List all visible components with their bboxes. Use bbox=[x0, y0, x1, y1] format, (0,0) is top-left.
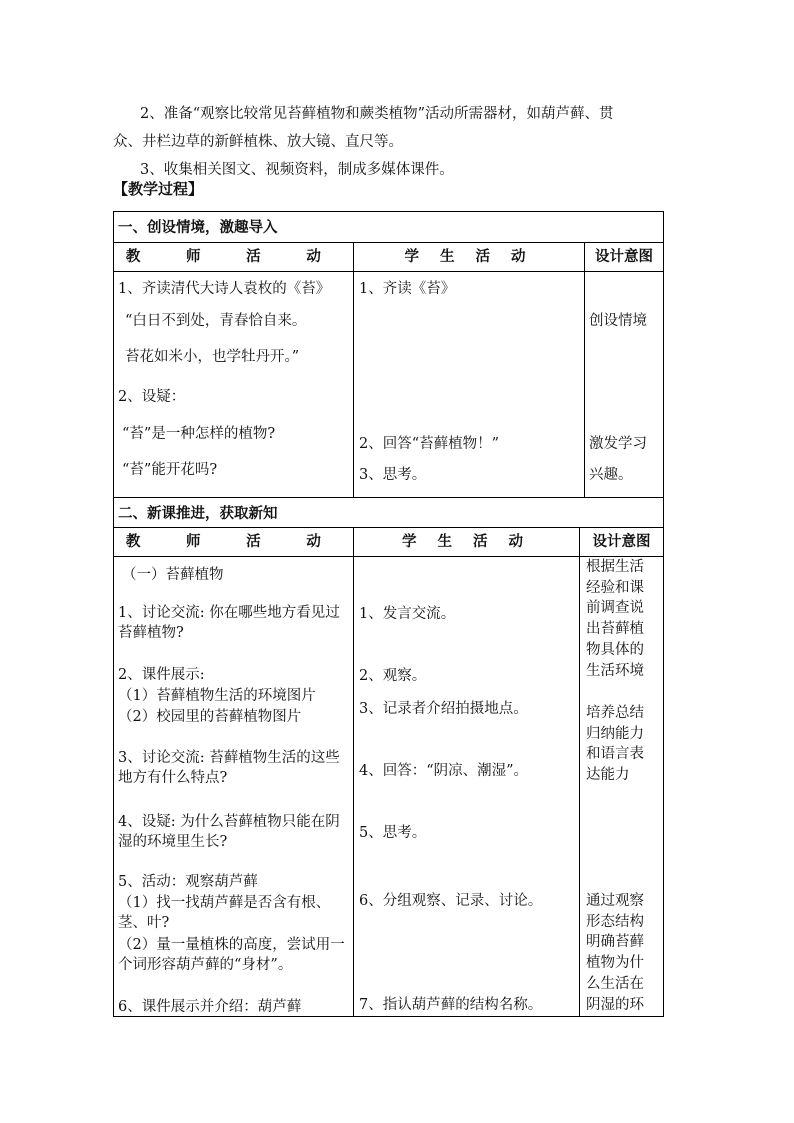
s2-teacher-item: （2）校园里的苔藓植物图片 bbox=[118, 709, 302, 725]
s2-student-item: 6、分组观察、记录、讨论。 bbox=[359, 893, 543, 909]
s2-teacher-item: （1）找一找葫芦藓是否含有根、茎、叶? bbox=[118, 895, 331, 931]
header-teacher: 教 师 活 动 bbox=[125, 249, 342, 265]
intro-paragraph-1-cont: 众、井栏边草的新鲜植株、放大镜、直尺等。 bbox=[113, 134, 403, 150]
s1-teacher-line: 2、设疑： bbox=[118, 389, 186, 405]
s2-teacher-item: 6、课件展示并介绍：葫芦藓 bbox=[118, 999, 302, 1015]
table-rule bbox=[113, 497, 664, 498]
intro-paragraph-2: 3、收集相关图文、视频资料，制成多媒体课件。 bbox=[140, 162, 454, 178]
s2-teacher-item: （2）量一量植株的高度，尝试用一个词形容葫芦藓的“身材”。 bbox=[118, 937, 345, 973]
s2-intent-item: 根据生活经验和课前调查说出苔藓植物具体的生活环境 bbox=[586, 559, 644, 679]
s1-teacher-line: 苔花如米小，也学牡丹开。” bbox=[125, 349, 300, 365]
header-intent: 设计意图 bbox=[595, 249, 653, 265]
table-col-divider bbox=[353, 527, 354, 1017]
s1-intent-line: 激发学习 bbox=[589, 436, 647, 452]
header-intent: 设计意图 bbox=[592, 534, 651, 550]
header-student: 学 生 活 动 bbox=[402, 534, 531, 550]
s2-student-item: 5、思考。 bbox=[359, 825, 427, 841]
s2-student-item: 2、观察。 bbox=[359, 668, 427, 684]
table-col-divider bbox=[579, 527, 580, 1017]
table-col-divider bbox=[584, 242, 585, 497]
s1-teacher-line: “白日不到处，青春恰自来。 bbox=[125, 313, 307, 329]
table-col-divider bbox=[353, 242, 354, 497]
s2-intent-item: 培养总结归纳能力和语言表达能力 bbox=[586, 705, 644, 784]
section-heading: 【教学过程】 bbox=[113, 180, 204, 198]
header-student: 学 生 活 动 bbox=[404, 249, 534, 265]
table-rule bbox=[113, 242, 664, 243]
table-border-right bbox=[663, 211, 664, 1017]
s2-intent-item: 通过观察形态结构明确苔藓植物为什么生活在阴湿的环 bbox=[586, 893, 644, 1013]
s1-intent-line: 创设情境 bbox=[589, 313, 647, 329]
s2-student-item: 3、记录者介绍拍摄地点。 bbox=[359, 701, 528, 717]
table-rule bbox=[113, 271, 664, 272]
s2-teacher-item: 3、讨论交流: 苔藓植物生活的这些地方有什么特点? bbox=[118, 750, 340, 786]
s2-teacher-item: 5、活动：观察葫芦藓 bbox=[118, 874, 258, 890]
table-rule bbox=[113, 527, 664, 528]
s1-student-line: 1、齐读《苔》 bbox=[359, 281, 456, 297]
s1-intent-line: 兴趣。 bbox=[589, 467, 633, 483]
table-rule bbox=[113, 556, 664, 557]
s2-student-item: 1、发言交流。 bbox=[359, 606, 456, 622]
s2-student-item: 4、回答：“阴凉、潮湿”。 bbox=[359, 763, 529, 779]
s2-teacher-item: （1）苔藓植物生活的环境图片 bbox=[118, 688, 316, 704]
s1-student-line: 2、回答“苔藓植物！” bbox=[359, 436, 500, 452]
section1-title: 一、创设情境，激趣导入 bbox=[118, 220, 278, 236]
s2-teacher-item: 4、设疑: 为什么苔藓植物只能在阴湿的环境里生长? bbox=[118, 814, 340, 850]
s2-subheading: （一）苔藓植物 bbox=[122, 567, 224, 583]
intro-paragraph-1: 2、准备“观察比较常见苔藓植物和蕨类植物”活动所需器材，如葫芦藓、贯 bbox=[140, 106, 614, 122]
s1-teacher-line: 1、齐读清代大诗人袁枚的《苔》 bbox=[118, 281, 331, 297]
s1-student-line: 3、思考。 bbox=[359, 467, 427, 483]
section2-title: 二、新课推进，获取新知 bbox=[118, 506, 278, 522]
s1-teacher-line: “苔”能开花吗? bbox=[122, 462, 218, 478]
s2-teacher-item: 1、讨论交流: 你在哪些地方看见过苔藓植物? bbox=[118, 605, 340, 641]
s2-teacher-item: 2、课件展示: bbox=[118, 667, 205, 683]
table-border-top bbox=[113, 211, 664, 212]
s2-student-item: 7、指认葫芦藓的结构名称。 bbox=[359, 997, 543, 1013]
table-border-left bbox=[113, 211, 114, 1017]
s1-teacher-line: “苔”是一种怎样的植物? bbox=[122, 426, 276, 442]
header-teacher: 教 师 活 动 bbox=[125, 534, 342, 550]
